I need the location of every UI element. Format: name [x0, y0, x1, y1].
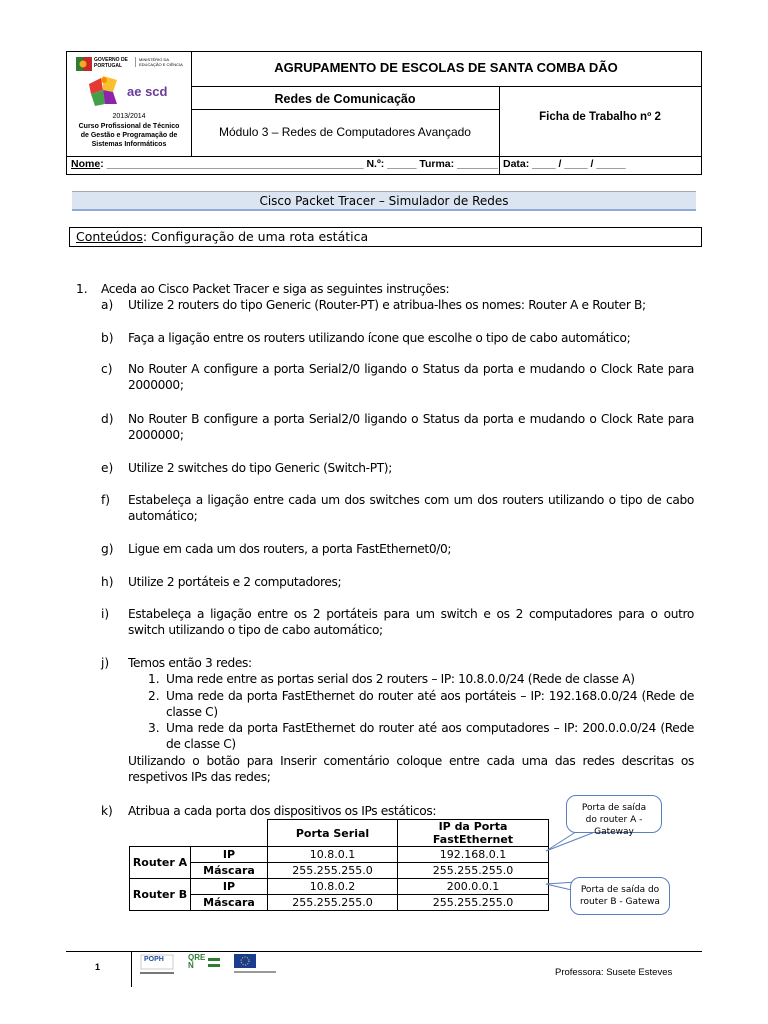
ip-label: IP [191, 879, 268, 895]
router-b-serial-mask: 255.255.255.0 [268, 895, 398, 911]
router-b-fe-ip: 200.0.0.1 [398, 879, 549, 895]
date-field[interactable]: Data: ____ / ____ / _____ [503, 158, 626, 170]
footer-vline [131, 951, 132, 987]
item-text-e: Utilize 2 switches do tipo Generic (Switch-PT); [128, 461, 392, 475]
item-letter-i: i) [101, 607, 110, 621]
worksheet-title: Ficha de Trabalho nº 2 [539, 111, 661, 123]
router-b-serial-ip: 10.8.0.2 [268, 879, 398, 895]
school-year: 2013/2014 [112, 113, 146, 120]
eu-logo [234, 954, 276, 976]
course-line-3: Sistemas Informáticos [91, 141, 167, 148]
eu-flag-icon [234, 954, 256, 968]
item-text-k: Atribua a cada porta dos dispositivos os IPs estáticos: [128, 804, 437, 818]
item-letter-b: b) [101, 331, 114, 345]
footer-divider [66, 951, 702, 952]
header-serial: Porta Serial [268, 820, 398, 847]
qren-logo-text: QREN [188, 953, 206, 970]
callout-router-a: Porta de saída do router A - Gateway [566, 795, 662, 833]
contents-label: Conteúdos [76, 229, 143, 244]
item-text-b: Faça a ligação entre os routers utilizando ícone que escolhe o tipo de cabo automático; [128, 331, 631, 345]
q1-text: Aceda ao Cisco Packet Tracer e siga as seguintes instruções: [101, 282, 450, 296]
mask-label: Máscara [191, 895, 268, 911]
router-a-fe-ip: 192.168.0.1 [398, 847, 549, 863]
j-note: Utilizando o botão para Inserir comentário coloque entre cada uma das redes descritas os respetivos IPs das redes; [128, 754, 694, 784]
item-letter-h: h) [101, 575, 114, 589]
item-text-g: Ligue em cada um dos routers, a porta FastEthernet0/0; [128, 542, 452, 556]
item-text-a: Utilize 2 routers do tipo Generic (Router-PT) e atribua-lhes os nomes: Router A e Router B; [128, 298, 646, 312]
header-fastethernet: IP da Porta FastEthernet [398, 820, 549, 847]
ministry-text: MINISTÉRIO DA EDUCAÇÃO E CIÊNCIA [135, 57, 189, 67]
item-text-i: Estabeleça a ligação entre os 2 portáteis para um switch e os 2 computadores para o outro switch utilizando o tipo de cabo automático; [128, 607, 694, 637]
ip-label: IP [191, 847, 268, 863]
government-logo-text: GOVERNO DE PORTUGAL [94, 57, 128, 69]
item-letter-f: f) [101, 493, 111, 507]
name-label: Nome [71, 158, 101, 170]
course-line-1: Curso Profissional de Técnico [78, 123, 180, 130]
mask-label: Máscara [191, 863, 268, 879]
router-a-label: Router A [130, 847, 191, 879]
network-num-3: 3. [148, 721, 160, 735]
contents-text: : Configuração de uma rota estática [142, 229, 369, 244]
eu-caption [234, 971, 276, 973]
network-text-3: Uma rede da porta FastEthernet do router até aos computadores – IP: 200.0.0.0/24 (Rede de classe C) [166, 721, 694, 751]
item-letter-e: e) [101, 461, 114, 475]
subject-title: Redes de Comunicação [274, 92, 416, 106]
teacher-name: Professora: Susete Esteves [555, 967, 673, 978]
router-a-fe-mask: 255.255.255.0 [398, 863, 549, 879]
item-letter-c: c) [101, 362, 113, 376]
item-letter-a: a) [101, 298, 114, 312]
callout-router-b: Porta de saída do router B - Gatewa [570, 877, 670, 915]
network-num-2: 2. [148, 689, 160, 703]
item-letter-g: g) [101, 542, 114, 556]
module-title: Módulo 3 – Redes de Computadores Avançado [219, 125, 471, 139]
network-text-1: Uma rede entre as portas serial dos 2 routers – IP: 10.8.0.0/24 (Rede de classe A) [166, 672, 635, 686]
school-logo-text: ae scd [127, 84, 168, 99]
network-text-2: Uma rede da porta FastEthernet do router até aos portáteis – IP: 192.168.0.0/24 (Rede de classe C) [166, 689, 694, 719]
network-num-1: 1. [148, 672, 160, 686]
item-text-h: Utilize 2 portáteis e 2 computadores; [128, 575, 342, 589]
item-letter-k: k) [101, 804, 113, 818]
item-text-f: Estabeleça a ligação entre cada um dos switches com um dos routers utilizando o tipo de cabo automático; [128, 493, 694, 523]
qren-logo [186, 952, 226, 980]
item-letter-d: d) [101, 412, 114, 426]
router-a-serial-mask: 255.255.255.0 [268, 863, 398, 879]
banner-title: Cisco Packet Tracer – Simulador de Redes [72, 191, 696, 211]
poph-logo [140, 954, 174, 976]
poph-logo-text: POPH [144, 956, 164, 963]
item-letter-j: j) [101, 656, 110, 670]
course-line-2: de Gestão e Programação de [80, 132, 178, 139]
name-blank: : ____________________________________________ N.º: _____ Turma: _______ [100, 158, 498, 170]
page-number: 1 [95, 962, 101, 972]
item-text-c: No Router A configure a porta Serial2/0 ligando o Status da porta e mudando o Clock Rate para 2000000; [128, 362, 694, 392]
router-b-label: Router B [130, 879, 191, 911]
router-a-serial-ip: 10.8.0.1 [268, 847, 398, 863]
item-text-j: Temos então 3 redes: [128, 656, 252, 670]
q1-number: 1. [76, 282, 88, 296]
item-text-d: No Router B configure a porta Serial2/0 ligando o Status da porta e mudando o Clock Rate para 2000000; [128, 412, 694, 442]
school-name: AGRUPAMENTO DE ESCOLAS DE SANTA COMBA DÃO [274, 60, 618, 75]
router-b-fe-mask: 255.255.255.0 [398, 895, 549, 911]
